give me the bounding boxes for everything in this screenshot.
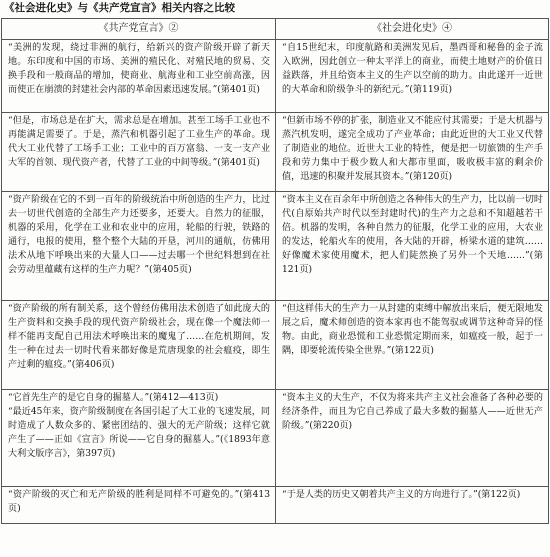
social-evolution-cell	[276, 390, 549, 487]
social-evolution-quote: “资本主义在百余年中所创造之各种伟大的生产力，比以前一切时代(自原始共产时代以至封建时代)的生产力之总和不知超越若干倍。机器的发明，各种自然力的征服，化学工业的应用，大农业的发达，轮船火车的使用，各大陆的开辟，桥梁水道的建筑……好像魔术家使用魔术，把人们陡然换了另外一个天地……”(第121页)	[282, 195, 543, 275]
social-evolution-quote: “但新市场不停的扩张，制造业又不能应付其需要；于是大机器与蒸汽机发明，遂完全成功了产业革命；由此近世的大工业又代替了制造业的地位。近世大工业的特性，便是把一切旅馈的生产手段和劳力集中于极少数人和大都市里面，吸收极丰富的剩余价值，迅速的积聚并发展其资本。”(第120页)	[282, 116, 543, 182]
manifesto-quote: “资产阶级的灭亡和无产阶级的胜利是同样不可避免的。”(第413页)	[8, 490, 270, 514]
manifesto-cell	[2, 390, 276, 487]
column-header-social-evolution: 《社会进化史》④	[276, 19, 549, 40]
social-evolution-quote: “于是人类的历史又朝着共产主义的方向进行了。”(第122页)	[282, 490, 521, 500]
manifesto-quote: “资产阶级的所有制关系，这个曾经仿佛用法术创造了如此庞大的生产资料和交换手段的现代资产阶级社会，现在像一个魔法师一样不能再支配自己用法术呼唤出来的魔鬼了……在危机期间，发生一种在过去一切时代看来都好像是荒唐现象的社会瘟疫，即生产过剩的瘟疫。”(第406页)	[8, 304, 270, 370]
manifesto-cell	[2, 487, 276, 524]
table-row	[2, 390, 549, 487]
manifesto-cell	[2, 301, 276, 390]
table-row	[2, 113, 549, 192]
table-title: 《社会进化史》与《共产党宣言》相关内容之比较	[4, 2, 235, 14]
social-evolution-quote: “自15世纪末，印度航路和美洲发见后，墨西哥和秘鲁的金子流入欧洲，因此创立一种太平洋上的商业，而使土地财产的价值日益跌落，并且给资本主义的生产以空前的助力。由此遂开一近世的大革命和阶级争斗的新纪元。”(第119页)	[282, 43, 543, 95]
comparison-table	[1, 18, 549, 524]
header-row	[2, 19, 549, 40]
table-row	[2, 487, 549, 524]
column-header-manifesto: 《共产党宣言》②	[2, 19, 276, 40]
social-evolution-cell	[276, 192, 549, 301]
social-evolution-cell	[276, 40, 549, 113]
table-row	[2, 40, 549, 113]
manifesto-cell	[2, 192, 276, 301]
social-evolution-quote: “资本主义的大生产，不仅为将来共产主义社会准备了各种必要的经济条件，而且为它自己养成了最大多数的掘墓人——近世无产阶级。”(第220页)	[282, 393, 543, 431]
table-row	[2, 192, 549, 301]
manifesto-cell	[2, 113, 276, 192]
social-evolution-cell	[276, 113, 549, 192]
table-row	[2, 301, 549, 390]
manifesto-quote: “美洲的发现，绕过非洲的航行，给新兴的资产阶级开辟了新天地。东印度和中国的市场、美洲的殖民化、对殖民地的贸易、交换手段和一般商品的增加，使商业、航海业和工业空前高涨，因而使正在崩溃的封建社会内部的革命因素迅速发展。”(第401页)	[8, 43, 270, 95]
social-evolution-cell	[276, 487, 549, 524]
manifesto-quote: “它首先生产的是它自身的掘墓人。”(第412—413页) “最近45年来，资产阶级制度在各国引起了大工业的飞速发展，同时造成了人数众多的、紧密团结的、强大的无产阶级；这样它就产生了——正如《宣言》所说——它自身的掘墓人。”(《1893年意大利文版序言》，第397页)	[8, 393, 270, 459]
manifesto-quote: “资产阶级在它的不到一百年的阶级统治中所创造的生产力，比过去一切世代创造的全部生产力还要多，还要大。自然力的征服，机器的采用，化学在工业和农业中的应用，轮船的行驶，铁路的通行，电报的使用，整个整个大陆的开垦，河川的通航，仿佛用法术从地下呼唤出来的大量人口——过去哪一个世纪料想到在社会劳动里蕴藏有这样的生产力呢？”(第405页)	[8, 195, 270, 275]
manifesto-cell	[2, 40, 276, 113]
manifesto-quote: “但是，市场总是在扩大，需求总是在增加。甚至工场手工业也不再能满足需要了。于是，蒸汽和机器引起了工业生产的革命。现代大工业代替了工场手工业；工业中的百万富翁、一支一支产业大军的首领、现代资产者，代替了工业的中间等级。”(第401页)	[8, 116, 270, 168]
social-evolution-cell	[276, 301, 549, 390]
social-evolution-quote: “但这样伟大的生产力一从封建的束缚中解放出来后，便无限地发展之后，魔术师创造的资本家再也不能驾驭或调节这种奇异的怪物。由此，商业恐慌和工业恐慌定期而来，如瘟疫一般，起于一隅，即要轮流传染全世界。”(第122页)	[282, 304, 543, 356]
